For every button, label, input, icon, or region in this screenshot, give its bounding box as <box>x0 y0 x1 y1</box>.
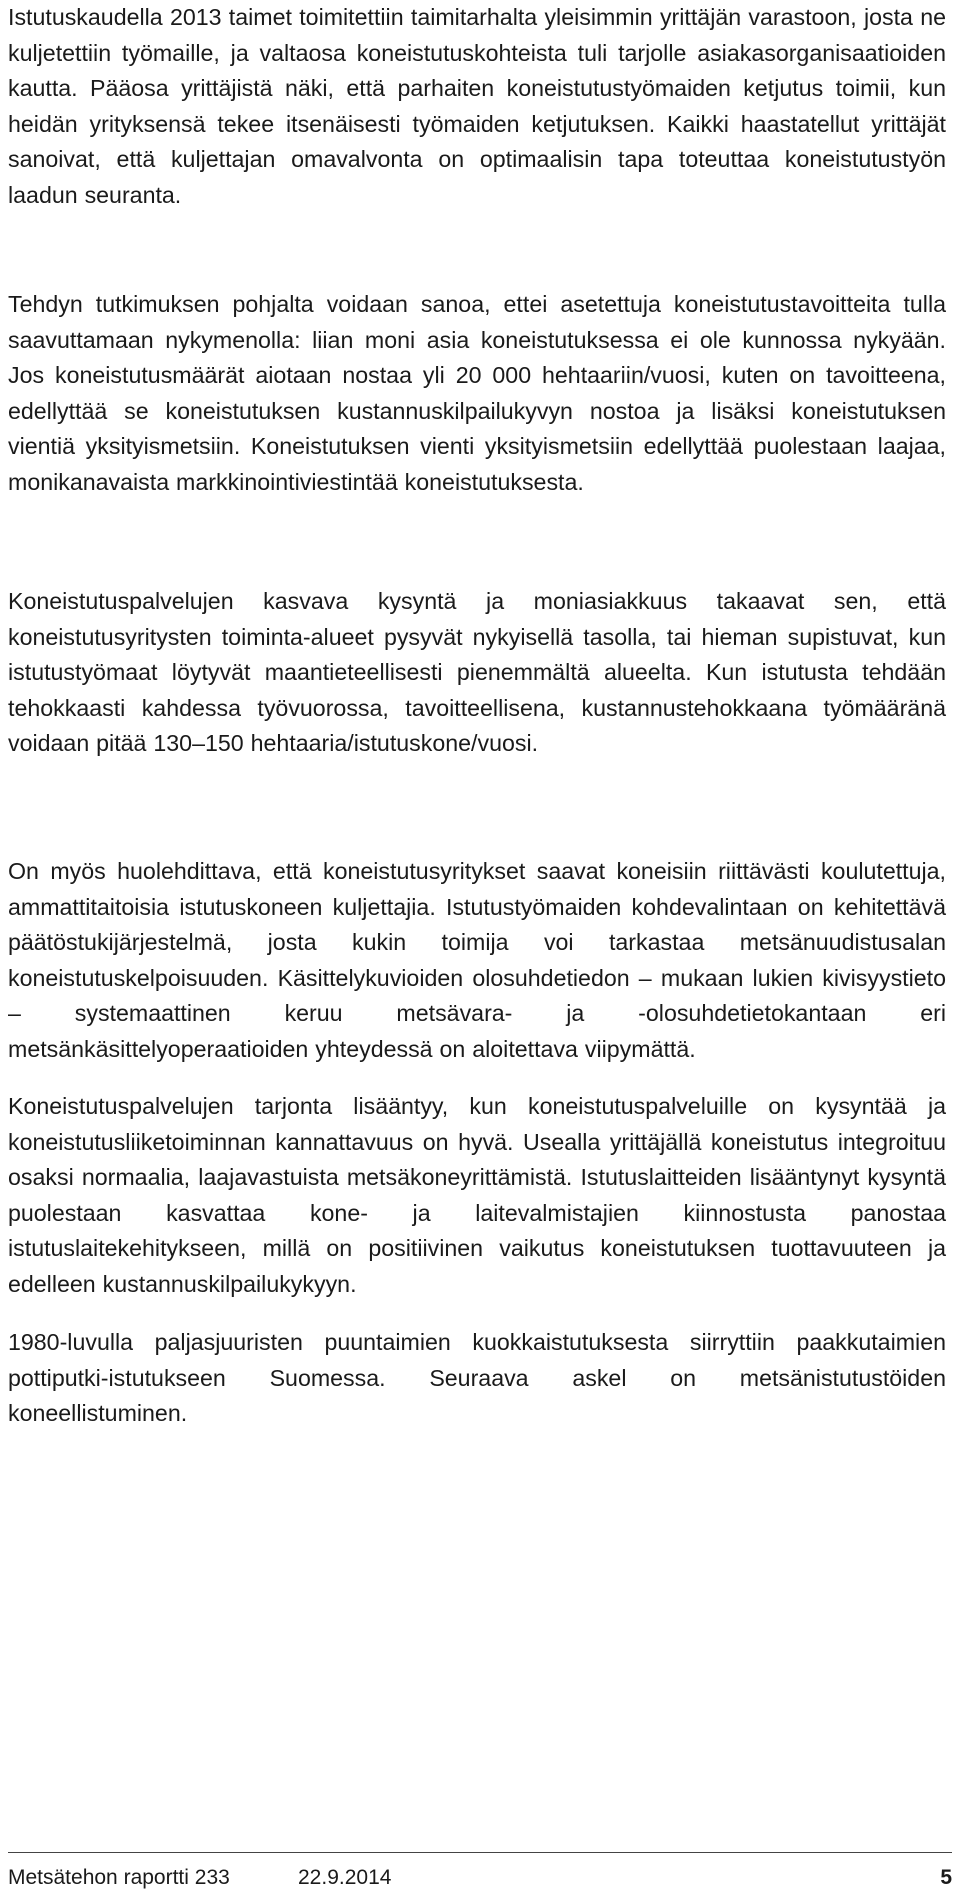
page-footer <box>8 1852 952 1896</box>
footer-date: 22.9.2014 <box>298 1866 392 1889</box>
page-number: 5 <box>940 1866 952 1889</box>
footer-report-title: Metsätehon raportti 233 <box>8 1866 230 1889</box>
paragraph-1: Istutuskaudella 2013 taimet toimitettiin taimitarhalta yleisimmin yrittäjän varastoon, josta ne kuljetettiin työmaille, ja valtaosa koneistutuskohteista tuli tarjolle asiakasorganisaatioiden kautta. Pääosa yrittäjistä näki, että parhaiten koneistutustyömaiden ketjutus toimii, kun heidän yrityksensä tekee itsenäisesti työmaiden ketjutuksen. Kaikki haastatellut yrittäjät sanoivat, että kuljettajan omavalvonta on optimaalisin tapa toteuttaa koneistutustyön laadun seuranta. <box>8 4 946 208</box>
paragraph-5: Koneistutuspalvelujen tarjonta lisääntyy, kun koneistutuspalveluille on kysyntää ja koneistutusliiketoiminnan kannattavuus on hyvä. Usealla yrittäjällä koneistutus integroituu osaksi normaalia, laajavastuista metsäkoneyrittämistä. Istutuslaitteiden lisääntynyt kysyntä puolestaan kasvattaa kone- ja laitevalmistajien kiinnostusta panostaa istutuslaitekehitykseen, millä on positiivinen vaikutus koneistutuksen tuottavuuteen ja edelleen kustannuskilpailukykyyn. <box>8 1093 946 1297</box>
paragraph-4: On myös huolehdittava, että koneistutusyritykset saavat koneisiin riittävästi koulutettuja, ammattitaitoisia istutuskoneen kuljettajia. Istutustyömaiden kohdevalintaan on kehitettävä päätöstukijärjestelmä, josta kukin toimija voi tarkastaa metsänuudistusalan koneistutuskelpoisuuden. Käsittelykuvioiden olosuhdetiedon – mukaan lukien kivisyystieto – systemaattinen keruu metsävara- ja -olosuhdetietokantaan eri metsänkäsittelyoperaatioiden yhteydessä on aloitettava viipymättä. <box>8 858 946 1062</box>
paragraph-2: Tehdyn tutkimuksen pohjalta voidaan sanoa, ettei asetettuja koneistutustavoitteita tulla saavuttamaan nykymenolla: liian moni asia koneistutuksessa ei ole kunnossa nykyään. Jos koneistutusmäärät aiotaan nostaa yli 20 000 hehtaariin/vuosi, kuten on tavoitteena, edellyttää se koneistutuksen kustannuskilpailukyvyn nostoa ja lisäksi koneistutuksen vientiä yksityismetsiin. Koneistutuksen vienti yksityismetsiin edellyttää puolestaan laajaa, monikanavaista markkinointiviestintää koneistutuksesta. <box>8 291 946 495</box>
paragraph-3: Koneistutuspalvelujen kasvava kysyntä ja moniasiakkuus takaavat sen, että koneistutusyritysten toiminta-alueet pysyvät nykyisellä tasolla, tai hieman supistuvat, kun istutustyömaat löytyvät maantieteellisesti pienemmältä alueelta. Kun istutusta tehdään tehokkaasti kahdessa työvuorossa, tavoitteellisena, kustannustehokkaana työmääränä voidaan pitää 130–150 hehtaaria/istutuskone/vuosi. <box>8 588 946 757</box>
paragraph-6: 1980-luvulla paljasjuuristen puuntaimien kuokkaistutuksesta siirryttiin paakkutaimien pottiputki-istutukseen Suomessa. Seuraava askel on metsänistutustöiden koneellistuminen. <box>8 1329 946 1427</box>
